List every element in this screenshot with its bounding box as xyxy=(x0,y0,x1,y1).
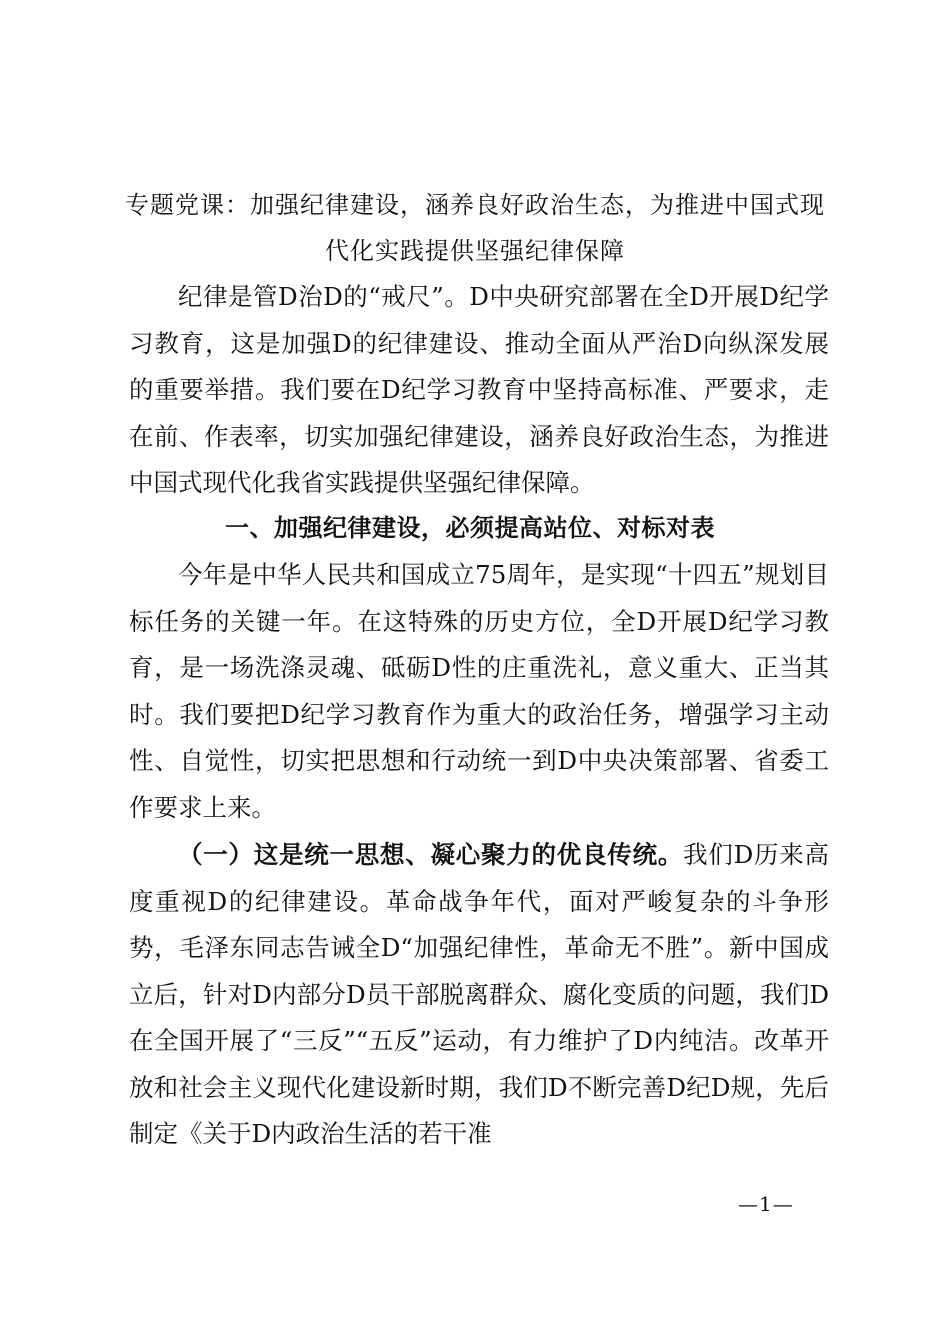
subsection-paragraph xyxy=(129,832,829,1158)
subsection-body: 我们D历来高度重视D的纪律建设。革命战争年代，面对严峻复杂的斗争形势，毛泽东同志告诫全D“加强纪律性，革命无不胜”。新中国成立后，针对D内部分D员干部脱离群众、腐化变质的问题，我们D在全国开展了“三反”“五反”运动，有力维护了D内纯洁。改革开放和社会主义现代化建设新时期，我们D不断完善D纪D规，先后制定《关于D内政治生活的若干准 xyxy=(129,840,829,1148)
section-paragraph xyxy=(129,552,829,831)
subsection-paragraph-text xyxy=(129,832,829,1158)
section-paragraph-text: 今年是中华人民共和国成立75周年，是实现“十四五”规划目标任务的关键一年。在这特殊的历史方位，全D开展D纪学习教育，是一场洗涤灵魂、砥砺D性的庄重洗礼，意义重大、正当其时。我们要把D纪学习教育作为重大的政治任务，增强学习主动性、自觉性，切实把思想和行动统一到D中央决策部署、省委工作要求上来。 xyxy=(129,560,829,822)
subsection-heading: （一）这是统一思想、凝心聚力的优良传统。 xyxy=(178,840,684,869)
intro-paragraph xyxy=(129,274,829,507)
document-title: 专题党课：加强纪律建设，涵养良好政治生态，为推进中国式现代化实践提供坚强纪律保障 xyxy=(125,191,825,265)
intro-paragraph-text: 纪律是管D治D的“戒尺”。D中央研究部署在全D开展D纪学习教育，这是加强D的纪律建设、推动全面从严治D向纵深发展的重要举措。我们要在D纪学习教育中坚持高标准、严要求，走在前、作表率，切实加强纪律建设，涵养良好政治生态，为推进中国式现代化我省实践提供坚强纪律保障。 xyxy=(129,282,829,497)
section-heading: 一、加强纪律建设，必须提高站位、对标对表 xyxy=(225,514,715,542)
page-number: —1— xyxy=(738,1192,794,1216)
